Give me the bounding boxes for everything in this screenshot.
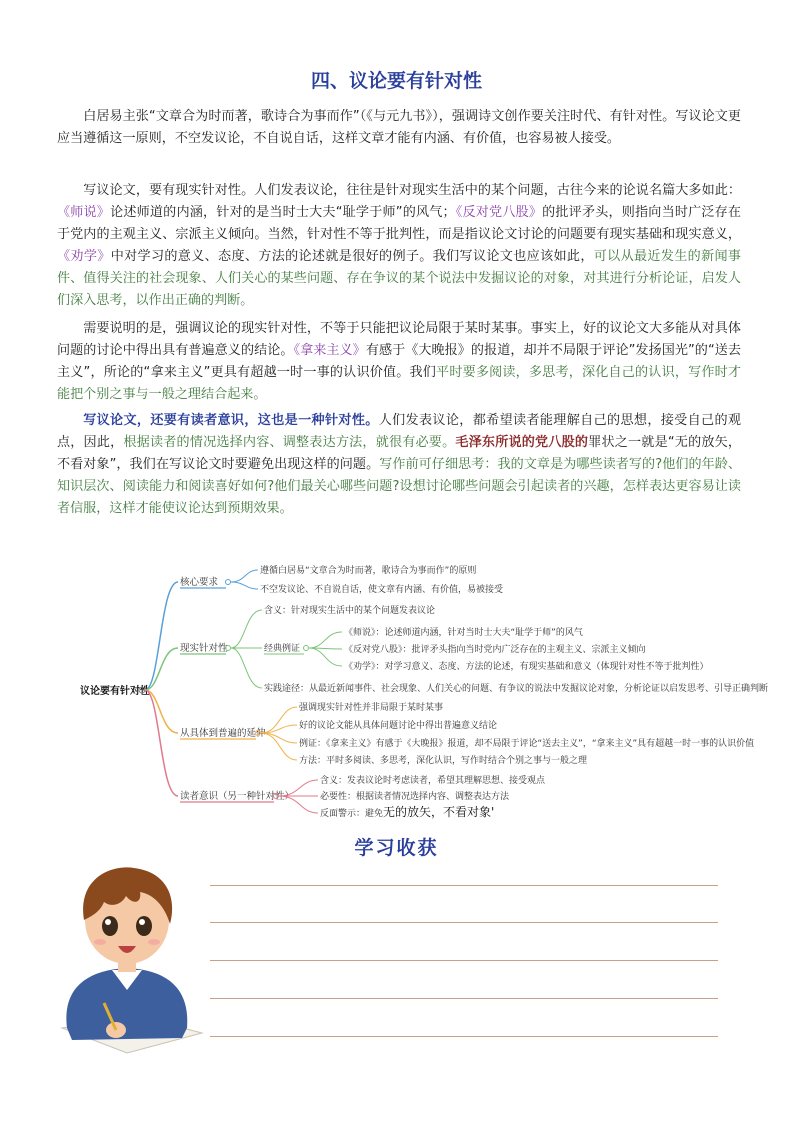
p3-nalaizhuyi: 《拿来主义》 (293, 343, 366, 358)
mm-b3-item-1: 强调现实针对性并非局限于某时某事 (299, 703, 444, 713)
mm-b2-sub-item-3: 《劝学》：对学习意义、态度、方法的论述，有现实基础和意义（体现针对性不等于批判性） (344, 662, 709, 672)
answer-line-5[interactable] (210, 1036, 718, 1037)
paragraph-3 (57, 318, 741, 406)
page-title: 四、议论要有针对性 (310, 70, 482, 92)
answer-line-1[interactable] (210, 885, 718, 886)
mm-branch-4: 读者意识（另一种针对性） (180, 791, 295, 802)
mm-branch-line-4 (145, 690, 178, 796)
mm-b2-sub-item-1: 《师说》：论述师道内涵，针对当时士大夫“耻学于师”的风气 (344, 628, 583, 638)
paragraph-4 (57, 410, 741, 520)
paragraph-2 (57, 180, 741, 312)
mm-b4-item-2: 必要性：根据读者情况选择内容、调整表达方法 (320, 792, 510, 802)
answer-line-2[interactable] (210, 922, 718, 923)
p2-text-c: 论述师道的内涵，针对的是当时士大夫“耻学于师”的风气； (110, 205, 456, 220)
p2-text-h: 可以从最近发生的新闻事件、值得关注的社会现象、人们关心的某些问题、存在争议的某个说法中发掘议论的对象，对其进行分析论证，启发人们深入思考，以作出正确的判断。 (57, 249, 742, 308)
answer-line-4[interactable] (210, 998, 718, 999)
mm-b4-item-1: 含义：发表议论时考虑读者，希望其理解思想、接受观点 (320, 776, 546, 786)
answer-line-3[interactable] (210, 960, 718, 961)
p4-text-c: 根据读者的情况选择内容、调整表达方法，就很有必要。 (123, 435, 456, 450)
mm-b2-sub-label: 经典例证 (264, 644, 301, 654)
p2-text-e: 的批评矛头，则指向当时广泛存在于党内的主观主义、宗派主义倾向。当然，针对性不等于批判性，而是指议论文讨论的问题要有现实基础和现实意义， (57, 205, 742, 242)
p3-text-c: 有感于《大晚报》的报道，却并不局限于评论”发扬国光”的“送去主义”，所论的“拿来主义”更具有超越一时一事的认识价值。我们 (57, 343, 742, 380)
mm-b2-item-1: 含义：针对现实生活中的某个问题发表议论 (264, 606, 436, 616)
p4-text-d: 毛泽东所说的党八股的 (455, 435, 589, 450)
p4-text-b: 人们发表议论，都希望读者能理解自己的思想，接受自己的观点，因此， (57, 413, 742, 450)
p2-fanduidangbagu: 《反对党八股》 (455, 205, 543, 220)
mm-b4-item-3b: 无的放矢，不看对象 (383, 805, 492, 819)
mm-b3-item-2: 好的议论文能从具体问题讨论中得出普遍意义结论 (299, 721, 498, 731)
student-illustration (42, 858, 212, 1058)
mm-branch-1: 核心要求 (180, 577, 219, 588)
p1-text: 白居易主张“文章合为时而著，歌诗合为事而作”（《与元九书》），强调诗文创作要关注时代、有针对性。写议论文更应当遵循这一原则，不空发议论，不自说自话，这样文章才能有内涵、有价值，也容易被人接受。 (57, 109, 741, 146)
mm-b3-item-3: 例证：《拿来主义》有感于《大晚报》报道，却不局限于评论“送去主义”，“拿来主义”具有超越一时一事的认识价值 (299, 739, 755, 749)
mm-branch-3: 从具体到普遍的延伸 (180, 728, 266, 739)
mm-b4-item-3a: 反面警示：避免 (320, 809, 384, 819)
p3-text-d: 平时要多阅读，多思考，深化自己的认识，写作时才能把个别之事与一般之理结合起来。 (57, 365, 741, 402)
mm-b3-item-4: 方法：平时多阅读、多思考，深化认识，写作时结合个别之事与一般之理 (299, 756, 588, 766)
mm-b4-item-3: 反面警示：避免无的放矢，不看对象' (320, 805, 495, 819)
p2-text-g: 中对学习的意义、态度、方法的论述就是很好的例子。我们写议论文也应该如此， (110, 249, 594, 264)
mm-b2-item-2: 实践途径：从最近新闻事件、社会现象、人们关心的问题、有争议的说法中发掘议论对象，分析论证以启发思考、引导正确判断 (264, 684, 769, 694)
mm-branch-2: 现实针对性 (180, 643, 228, 654)
p2-text-a: 写议论文，要有现实针对性。人们发表议论，往往是针对现实生活中的某个问题，古往今来的论说名篇大多如此： (83, 183, 741, 198)
p4-text-a: 写议论文，还要有读者意识，这也是一种针对性。 (83, 413, 379, 428)
mind-map (0, 560, 793, 830)
p3-text-a: 需要说明的是，强调议论的现实针对性，不等于只能把议论局限于某时某事。事实上，好的议论文大多能从对具体问题的讨论中得出具有普遍意义的结论。 (57, 321, 741, 358)
mm-b1-item-2: 不空发议论、不自说自话，使文章有内涵、有价值，易被接受 (260, 585, 504, 595)
mm-b1-item-1: 遵循白居易“文章合为时而著，歌诗合为事而作”的原则 (260, 566, 477, 576)
mm-b2-sub-item-2: 《反对党八股》：批评矛头指向当时党内广泛存在的主观主义、宗派主义倾向 (344, 645, 646, 655)
p4-text-f: 写作前可仔细思考：我的文章是为哪些读者写的?他们的年龄、知识层次、阅读能力和阅读喜好如何?他们最关心哪些问题?设想讨论哪些问题会引起读者的兴趣，怎样表达更容易让读者信服，这样才能使议论达到预期效果。 (57, 457, 741, 516)
p4-text-e: 罪状之一就是“无的放矢，不看对象”，我们在写议论文时要避免出现这样的问题。 (57, 435, 742, 472)
harvest-title: 学习收获 (354, 837, 439, 859)
paragraph-1 (57, 106, 741, 150)
p2-shishuo: 《师说》 (57, 205, 111, 220)
p2-quanxue: 《劝学》 (57, 249, 111, 264)
mm-root: 议论要有针对性 (80, 686, 150, 697)
mm-branch-line-1 (145, 582, 178, 690)
